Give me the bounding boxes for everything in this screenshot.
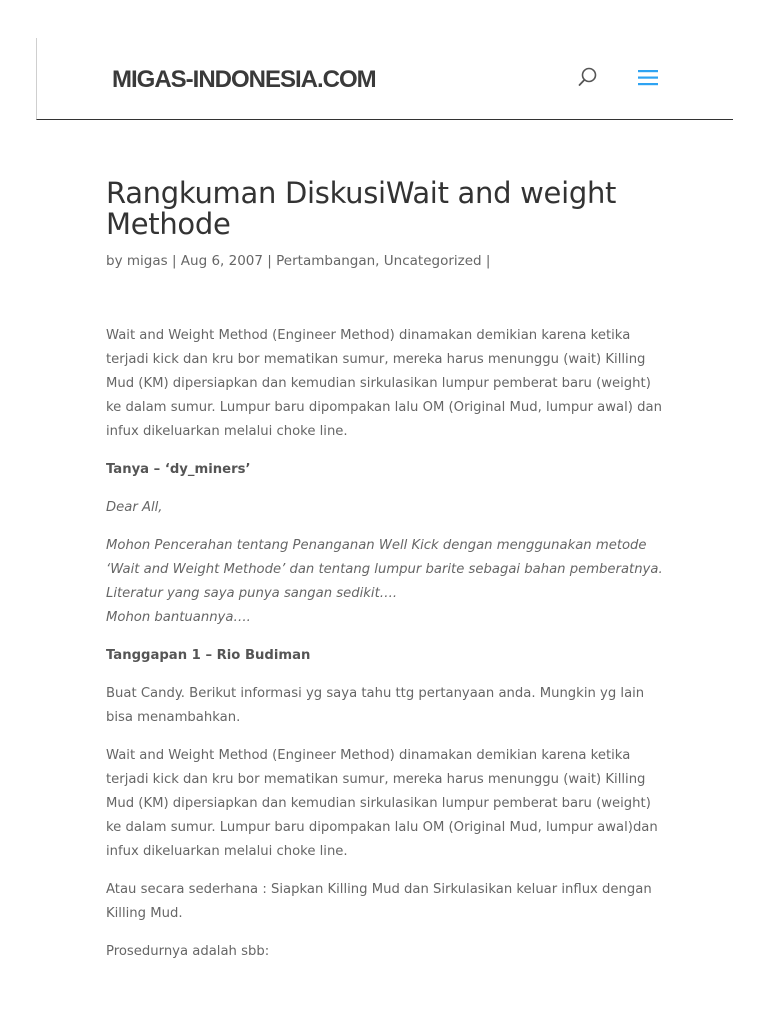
hamburger-menu-icon[interactable] — [637, 67, 659, 89]
response-paragraph-1: Buat Candy. Berikut informasi yg saya tahu ttg pertanyaan anda. Mungkin yg lain bisa menambahkan. — [106, 686, 645, 725]
post-content — [106, 178, 666, 978]
post-meta — [106, 251, 666, 271]
post-title: Rangkuman DiskusiWait and weight Methode — [106, 176, 617, 241]
search-icon-graphic — [577, 66, 599, 88]
meta-separator: | — [171, 253, 177, 269]
response-paragraph-2: Wait and Weight Method (Engineer Method) dinamakan demikian karena ketika terjadi kick dan kru bor mematikan sumur, mereka harus menunggu (wait) Killing Mud (KM) dipersiapkan dan kemudian sirkulasikan lumpur pemberat baru (weight) ke dalam sumur. Lumpur baru dipompakan lalu OM (Original Mud, lumpur awal)dan infux dikeluarkan melalui choke line. — [106, 748, 658, 859]
question-closing: Mohon bantuannya…. — [106, 610, 251, 625]
meta-comma: , — [375, 253, 380, 269]
meta-by-label: by — [106, 253, 123, 269]
response-paragraph-3: Atau secara sederhana : Siapkan Killing Mud dan Sirkulasikan keluar influx dengan Killing Mud. — [106, 882, 652, 921]
meta-separator: | — [267, 253, 272, 269]
post-date: Aug 6, 2007 — [180, 253, 263, 269]
response-paragraph-4: Prosedurnya adalah sbb: — [106, 944, 270, 959]
site-logo[interactable]: MIGAS-INDONESIA.COM — [112, 66, 376, 93]
question-paragraph — [106, 534, 666, 630]
category-link-uncategorized[interactable]: Uncategorized — [383, 253, 482, 269]
author-link[interactable]: migas — [126, 253, 168, 269]
question-greeting: Dear All, — [106, 500, 163, 515]
site-header — [36, 38, 733, 120]
post-body — [106, 324, 666, 964]
hamburger-menu-icon-graphic — [637, 67, 659, 89]
category-link-pertambangan[interactable]: Pertambangan — [276, 253, 376, 269]
question-text: Mohon Pencerahan tentang Penanganan Well Kick dengan menggunakan metode ‘Wait and Weight Methode’ dan tentang lumpur barite sebagai bahan pemberatnya. Literatur yang saya punya sangan sedikit…. — [106, 538, 663, 601]
question-heading: Tanya – ‘dy_miners’ — [106, 462, 251, 477]
response-heading: Tanggapan 1 – Rio Budiman — [106, 648, 311, 663]
intro-paragraph: Wait and Weight Method (Engineer Method) dinamakan demikian karena ketika terjadi kick dan kru bor mematikan sumur, mereka harus menunggu (wait) Killing Mud (KM) dipersiapkan dan kemudian sirkulasikan lumpur pemberat baru (weight) ke dalam sumur. Lumpur baru dipompakan lalu OM (Original Mud, lumpur awal) dan infux dikeluarkan melalui choke line. — [106, 328, 662, 439]
search-icon[interactable] — [577, 66, 599, 88]
meta-separator: | — [485, 253, 491, 269]
